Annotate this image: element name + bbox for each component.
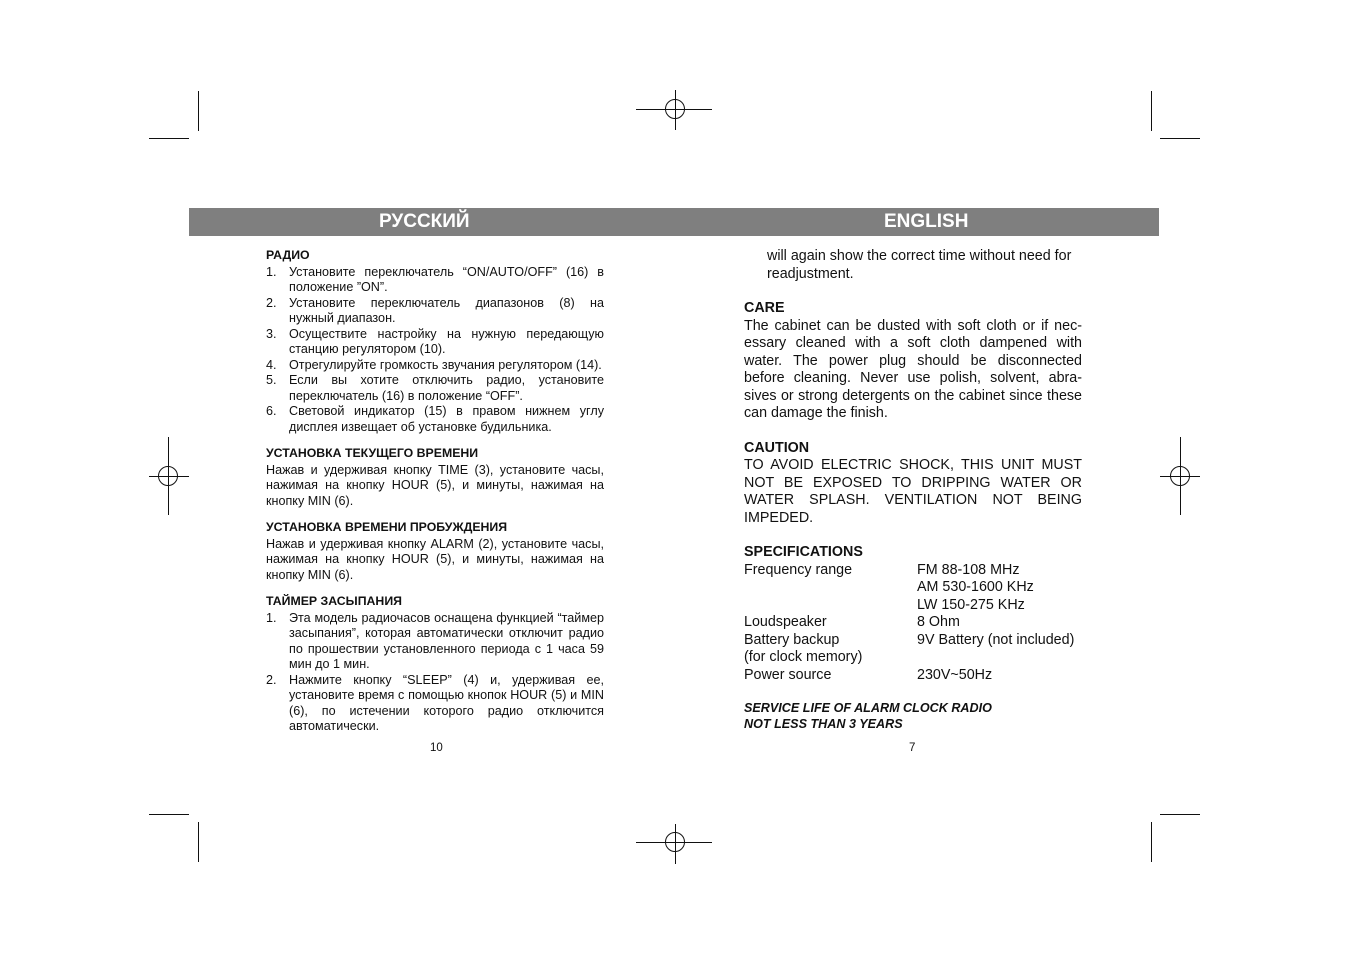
table-row: (for clock memory)	[744, 649, 863, 665]
caution-text: TO AVOID ELECTRIC SHOCK, THIS UNIT MUST NOT BE EXPOSED TO DRIPPING WATER OR WATER SPLASH. VENTILATION NOT BEING IMPEDED.	[744, 457, 1082, 526]
registration-circle	[665, 832, 685, 852]
list-item: 4. Отрегулируйте громкость звучания регулятором (14).	[266, 357, 602, 372]
specifications-heading: SPECIFICATIONS	[744, 544, 863, 560]
service-life-line2: NOT LESS THAN 3 YEARS	[744, 717, 903, 731]
care-heading: CARE	[744, 300, 785, 316]
caution-heading: CAUTION	[744, 439, 810, 456]
right-page-number: 7	[909, 742, 916, 754]
registration-circle	[665, 99, 685, 119]
crop-mark	[1151, 91, 1152, 131]
left-page-number: 10	[430, 742, 443, 754]
list-item: 2. Установите переключатель диапазонов (8) на нужный диапазон.	[266, 295, 604, 325]
alarm-setting-heading: УСТАНОВКА ВРЕМЕНИ ПРОБУЖДЕНИЯ	[266, 520, 508, 534]
crop-mark	[198, 822, 199, 862]
table-row: Frequency range FM 88-108 MHz	[744, 561, 1020, 578]
english-column	[744, 248, 1082, 732]
crop-mark	[1160, 814, 1200, 815]
list-item: 1. Установите переключатель “ON/AUTO/OFF” (16) в положение ”ON”.	[266, 264, 604, 294]
russian-header-title: РУССКИЙ	[379, 211, 470, 232]
table-row: AM 530-1600 KHz	[917, 579, 1034, 595]
list-item: 5. Если вы хотите отключить радио, установите переключатель (16) в положение “OFF”.	[266, 373, 604, 403]
list-item: 2. Нажмите кнопку “SLEEP” (4) и, удерживая ее, установите время с помощью кнопок HOUR (5) и MIN (6), по истечении которого радио отключится автоматически.	[266, 672, 604, 733]
english-header-title: ENGLISH	[884, 211, 969, 232]
list-item: 3. Осуществите настройку на нужную передающую станцию регулятором (10).	[266, 326, 604, 356]
time-setting-text: Нажав и удерживая кнопку TIME (3), установите часы, нажимая на кнопку HOUR (5), и минуты, нажимая на кнопку MIN (6).	[266, 462, 604, 508]
time-setting-heading: УСТАНОВКА ТЕКУЩЕГО ВРЕМЕНИ	[266, 446, 479, 460]
radio-heading: РАДИО	[266, 248, 310, 262]
crop-mark	[1160, 138, 1200, 139]
radio-steps-list	[266, 265, 604, 436]
list-item: 6. Световой индикатор (15) в правом нижнем углу дисплея извещает об установке будильника.	[266, 404, 604, 434]
language-header-bar	[189, 208, 1159, 236]
specifications-table	[744, 562, 1082, 685]
sleep-timer-list	[266, 611, 604, 735]
table-row: Loudspeaker 8 Ohm	[744, 614, 960, 630]
care-text: The cabinet can be dusted with soft cloth or if nec-essary cleaned with a soft cloth dampened with water. The power plug should be disconnected before cleaning. Never use polish, solvent, abra-sives or strong detergents on the cabinet since these can damage the finish.	[744, 317, 1082, 421]
registration-circle	[158, 466, 178, 486]
list-item: 1. Эта модель радиочасов оснащена функцией “таймер засыпания”, которая автоматически отключит радио по прошествии установленного периода с 1 часа 59 мин до 1 мин.	[266, 610, 604, 671]
alarm-setting-text: Нажав и удерживая кнопку ALARM (2), установите часы, нажимая на кнопку HOUR (5), и минуты, нажимая на кнопку MIN (6).	[266, 536, 604, 582]
table-row: LW 150-275 KHz	[917, 596, 1025, 613]
continuation-text: will again show the correct time without need for readjustment.	[767, 248, 1072, 282]
table-row: Battery backup 9V Battery (not included)	[744, 631, 1075, 648]
crop-mark	[149, 138, 189, 139]
sleep-timer-heading: ТАЙМЕР ЗАСЫПАНИЯ	[266, 594, 402, 608]
crop-mark	[149, 814, 189, 815]
registration-circle	[1170, 466, 1190, 486]
table-row: Power source 230V~50Hz	[744, 666, 993, 683]
service-life-line1: SERVICE LIFE OF ALARM CLOCK RADIO	[744, 701, 992, 715]
crop-mark	[1151, 822, 1152, 862]
russian-column	[266, 248, 604, 735]
crop-mark	[198, 91, 199, 131]
